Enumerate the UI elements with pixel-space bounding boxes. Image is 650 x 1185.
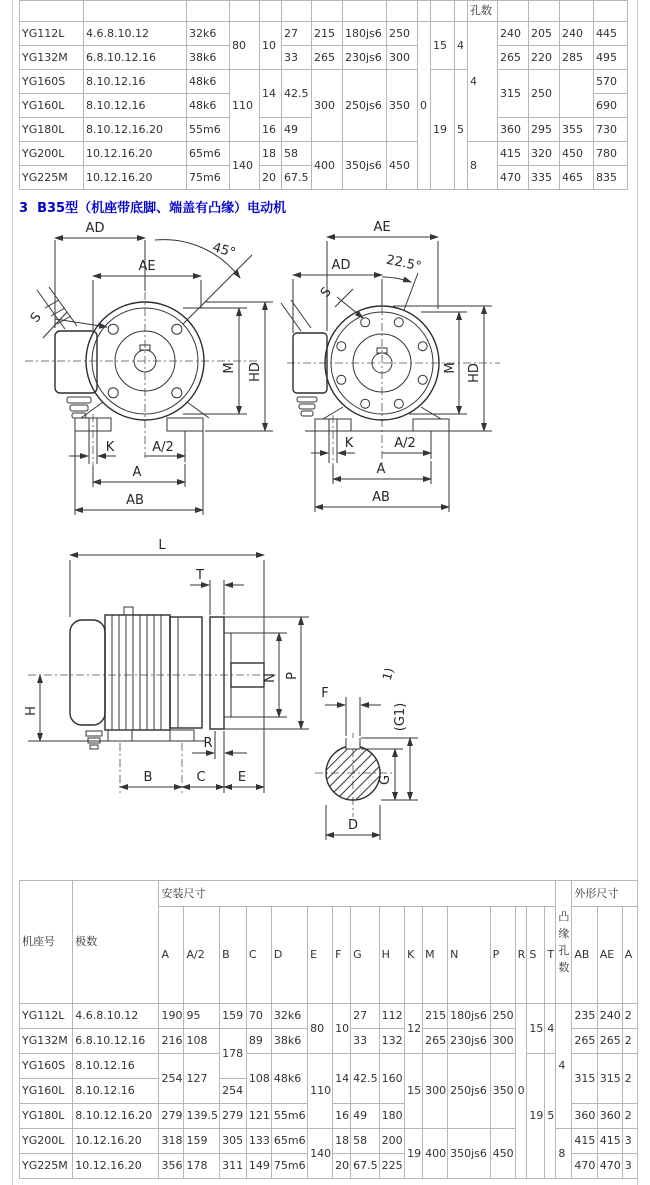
dim-label-s: S	[27, 309, 45, 326]
table-cell: 132	[379, 1029, 404, 1054]
table-cell: YG180L	[20, 118, 84, 142]
table-cell: A	[622, 907, 637, 1004]
table-cell: 350js6	[343, 142, 387, 190]
table-cell: 10.12.16.20	[73, 1129, 159, 1154]
table-cell	[84, 1, 187, 22]
table-cell	[230, 1, 260, 22]
table-cell: 5	[545, 1054, 556, 1179]
table-cell: 110	[308, 1054, 333, 1129]
table-cell	[260, 1, 282, 22]
table-cell: 4	[545, 1004, 556, 1054]
table-cell: 415	[572, 1129, 597, 1154]
table-cell: 10.12.16.20	[84, 142, 187, 166]
dim-label-a-half: A/2	[152, 440, 174, 455]
table-cell: 318	[159, 1129, 184, 1154]
dim-label-g: G	[378, 774, 393, 786]
table-cell	[187, 1, 230, 22]
table-cell: 730	[594, 118, 628, 142]
table-cell: 450	[490, 1129, 515, 1179]
table-cell: AE	[597, 907, 622, 1004]
table-cell: 48k6	[187, 70, 230, 94]
spec-table-top	[19, 0, 631, 192]
dim-label-a: A	[132, 465, 142, 480]
table-cell: 27	[351, 1004, 380, 1029]
table-cell: B	[220, 907, 247, 1004]
table-cell: 27	[282, 22, 312, 46]
table-cell: YG200L	[20, 142, 84, 166]
table-cell: 225	[379, 1154, 404, 1179]
table-cell: 75m6	[271, 1154, 307, 1179]
table-cell: 254	[159, 1054, 184, 1104]
table-cell: 8.10.12.16	[73, 1079, 159, 1104]
table-cell: 335	[529, 166, 560, 190]
table-cell: 285	[560, 46, 594, 70]
table-cell: 445	[594, 22, 628, 46]
table-cell: C	[246, 907, 271, 1004]
table-cell	[529, 1, 560, 22]
table-cell: 350js6	[448, 1129, 491, 1179]
table-cell: 20	[333, 1154, 351, 1179]
table-cell: 110	[230, 70, 260, 142]
dim-label-d: D	[347, 818, 359, 833]
table-cell: 机座号	[20, 881, 73, 1004]
table-cell	[387, 1, 418, 22]
table-cell: 8.10.12.16	[84, 70, 187, 94]
table-cell: YG112L	[20, 1004, 73, 1029]
table-cell: 400	[312, 142, 343, 190]
table-cell: 6.8.10.12.16	[73, 1029, 159, 1054]
table-cell: 320	[529, 142, 560, 166]
table-cell: 3	[622, 1154, 637, 1179]
table-cell: 495	[594, 46, 628, 70]
table-cell	[418, 1, 431, 22]
table-cell	[594, 1, 628, 22]
table-cell: 20	[260, 166, 282, 190]
table-cell: 55m6	[187, 118, 230, 142]
table-cell: 133	[246, 1129, 271, 1154]
table-cell: 300	[387, 46, 418, 70]
table-cell: 250	[387, 22, 418, 46]
table-cell: 205	[529, 22, 560, 46]
dim-label-ab: AB	[372, 490, 390, 505]
table-cell: 8	[468, 142, 498, 190]
table-cell: 470	[572, 1154, 597, 1179]
table-cell: 450	[387, 142, 418, 190]
table-cell: F	[333, 907, 351, 1004]
table-cell: 180js6	[343, 22, 387, 46]
table-cell	[312, 1, 343, 22]
dim-label-ad: AD	[85, 221, 105, 236]
table-cell	[20, 1, 84, 22]
table-cell: 108	[246, 1054, 271, 1104]
table-cell: YG225M	[20, 1154, 73, 1179]
table-cell: 250js6	[448, 1054, 491, 1129]
table-cell: 孔数	[468, 1, 498, 22]
table-cell: 265	[597, 1029, 622, 1054]
table-cell: 470	[597, 1154, 622, 1179]
table-cell: 4	[455, 22, 468, 70]
table-cell: 295	[529, 118, 560, 142]
table-cell: 2	[622, 1054, 637, 1104]
table-cell: YG200L	[20, 1129, 73, 1154]
dim-label-k: K	[105, 440, 115, 455]
table-cell: 250js6	[343, 70, 387, 142]
table-cell: YG180L	[20, 1104, 73, 1129]
table-cell: 265	[312, 46, 343, 70]
table-cell: 360	[597, 1104, 622, 1129]
table-cell: 0	[418, 22, 431, 190]
table-cell: A/2	[184, 907, 220, 1004]
table-cell: 300	[490, 1029, 515, 1054]
section-heading: 3 B35型（机座带底脚、端盖有凸缘）电动机	[19, 201, 287, 216]
table-cell: P	[490, 907, 515, 1004]
table-cell: 18	[333, 1129, 351, 1154]
table-cell: 350	[387, 70, 418, 142]
table-cell: 190	[159, 1004, 184, 1029]
table-cell: 外形尺寸	[572, 881, 638, 907]
table-cell: 254	[220, 1079, 247, 1104]
dim-label-m: M	[222, 362, 237, 374]
spec-table-bottom	[19, 880, 638, 1180]
table-cell: 凸缘孔数	[556, 881, 572, 1004]
table-cell	[560, 1, 594, 22]
table-cell: N	[448, 907, 491, 1004]
dim-label-g1: (G1)	[393, 702, 408, 732]
table-cell: 安装尺寸	[159, 881, 556, 907]
table-cell: YG160S	[20, 1054, 73, 1079]
table-cell: 300	[312, 70, 343, 142]
table-cell: R	[515, 907, 527, 1004]
table-cell: YG225M	[20, 166, 84, 190]
table-cell: M	[423, 907, 448, 1004]
table-cell: 315	[572, 1054, 597, 1104]
table-cell: 10	[333, 1004, 351, 1054]
table-cell: 80	[308, 1004, 333, 1054]
drawing-front-view-right	[285, 213, 585, 543]
table-cell	[343, 1, 387, 22]
table-cell: 19	[527, 1054, 545, 1179]
table-cell: 305	[220, 1129, 247, 1154]
table-cell: 240	[597, 1004, 622, 1029]
table-cell: 15	[431, 22, 455, 70]
table-cell: 95	[184, 1004, 220, 1029]
table-cell: 570	[594, 70, 628, 94]
table-cell	[431, 1, 455, 22]
table-cell: 58	[351, 1129, 380, 1154]
dim-label-45deg: 45°	[210, 240, 238, 262]
table-cell: 65m6	[271, 1129, 307, 1154]
table-cell: 33	[282, 46, 312, 70]
table-cell: 690	[594, 94, 628, 118]
table-cell: G	[351, 907, 380, 1004]
dim-label-b: B	[143, 770, 153, 785]
dim-label-n: N	[263, 673, 278, 683]
table-cell: 15	[405, 1054, 423, 1129]
drawing-front-view-left	[15, 216, 295, 540]
table-cell: 140	[308, 1129, 333, 1179]
table-cell: 55m6	[271, 1104, 307, 1129]
table-cell: 4.6.8.10.12	[84, 22, 187, 46]
dim-label-22-5deg: 22.5°	[384, 252, 423, 275]
dim-label-e: E	[237, 770, 247, 785]
table-cell: 38k6	[271, 1029, 307, 1054]
table-cell: 10	[260, 22, 282, 70]
table-cell: 159	[220, 1004, 247, 1029]
table-cell: 450	[560, 142, 594, 166]
dim-label-ae: AE	[373, 220, 391, 235]
table-cell: 70	[246, 1004, 271, 1029]
table-cell: 265	[423, 1029, 448, 1054]
table-cell: 48k6	[187, 94, 230, 118]
table-cell: K	[405, 907, 423, 1004]
table-cell: YG132M	[20, 46, 84, 70]
table-cell: 4	[468, 22, 498, 142]
table-cell: 12	[405, 1004, 423, 1054]
table-cell: 350	[490, 1054, 515, 1129]
table-cell: 10.12.16.20	[84, 166, 187, 190]
drawing-shaft-section	[295, 635, 485, 865]
table-cell: 178	[184, 1154, 220, 1179]
table-cell: 3	[622, 1129, 637, 1154]
table-cell: 75m6	[187, 166, 230, 190]
table-cell: 67.5	[351, 1154, 380, 1179]
table-cell	[498, 1, 529, 22]
table-cell: 265	[498, 46, 529, 70]
table-cell: 356	[159, 1154, 184, 1179]
table-cell: 108	[184, 1029, 220, 1054]
dim-label-r: R	[203, 736, 213, 751]
table-cell: 19	[431, 70, 455, 190]
table-cell: 15	[527, 1004, 545, 1054]
table-cell: 19	[405, 1129, 423, 1179]
table-cell: 18	[260, 142, 282, 166]
table-cell: 140	[230, 142, 260, 190]
table-cell: 240	[498, 22, 529, 46]
table-cell: 6.8.10.12.16	[84, 46, 187, 70]
table-cell: H	[379, 907, 404, 1004]
page-left-border	[12, 0, 13, 1185]
table-cell: 10.12.16.20	[73, 1154, 159, 1179]
table-cell: 180	[379, 1104, 404, 1129]
dim-label-a: A	[376, 462, 386, 477]
table-cell: E	[308, 907, 333, 1004]
dim-label-m: M	[443, 362, 458, 374]
table-cell: 8.10.12.16	[73, 1054, 159, 1079]
table-cell: 215	[312, 22, 343, 46]
drawing-side-view	[20, 535, 330, 825]
table-cell: 2	[622, 1029, 637, 1054]
dim-label-s: S	[317, 284, 335, 301]
table-cell: T	[545, 907, 556, 1004]
table-cell: 8	[556, 1129, 572, 1179]
table-cell: YG160L	[20, 94, 84, 118]
table-cell: 178	[220, 1029, 247, 1079]
table-cell: YG160S	[20, 70, 84, 94]
dim-label-h: H	[24, 706, 39, 716]
table-cell: 240	[560, 22, 594, 46]
dim-label-c: C	[196, 770, 206, 785]
table-cell: YG132M	[20, 1029, 73, 1054]
table-cell: 4	[556, 1004, 572, 1129]
table-cell: 355	[560, 118, 594, 142]
table-cell	[560, 70, 594, 118]
table-cell: 33	[351, 1029, 380, 1054]
table-cell: 80	[230, 22, 260, 70]
table-cell: 42.5	[351, 1054, 380, 1104]
table-cell: 极数	[73, 881, 159, 1004]
table-cell: 360	[572, 1104, 597, 1129]
dim-label-k: K	[344, 436, 354, 451]
table-cell: 250	[529, 70, 560, 118]
table-cell: 230js6	[343, 46, 387, 70]
table-cell: 48k6	[271, 1054, 307, 1104]
table-cell: 200	[379, 1129, 404, 1154]
dim-label-ad: AD	[331, 258, 351, 273]
table-cell: 235	[572, 1004, 597, 1029]
table-cell: 279	[159, 1104, 184, 1129]
dim-label-ab: AB	[126, 493, 144, 508]
table-cell: 16	[260, 118, 282, 142]
table-cell: 32k6	[187, 22, 230, 46]
table-cell: 149	[246, 1154, 271, 1179]
dim-label-hd: HD	[248, 362, 263, 382]
table-cell: 67.5	[282, 166, 312, 190]
table-cell: 49	[282, 118, 312, 142]
dim-label-l: L	[158, 538, 166, 553]
table-cell: 8.10.12.16.20	[84, 118, 187, 142]
table-cell: 180js6	[448, 1004, 491, 1029]
table-cell: 360	[498, 118, 529, 142]
table-cell: 127	[184, 1054, 220, 1104]
table-cell: 139.5	[184, 1104, 220, 1129]
table-cell: 250	[490, 1004, 515, 1029]
table-cell: 311	[220, 1154, 247, 1179]
table-cell: 215	[423, 1004, 448, 1029]
table-cell: 32k6	[271, 1004, 307, 1029]
table-cell: 300	[423, 1054, 448, 1129]
table-cell: AB	[572, 907, 597, 1004]
table-cell: 835	[594, 166, 628, 190]
table-cell: 315	[498, 70, 529, 118]
table-cell: S	[527, 907, 545, 1004]
table-cell: 465	[560, 166, 594, 190]
footnote-marker: 1)	[379, 666, 397, 682]
table-cell: 14	[260, 70, 282, 118]
dim-label-f: F	[321, 686, 329, 701]
table-cell: 38k6	[187, 46, 230, 70]
table-cell: 89	[246, 1029, 271, 1054]
table-cell: A	[159, 907, 184, 1004]
table-cell: 470	[498, 166, 529, 190]
table-cell: 4.6.8.10.12	[73, 1004, 159, 1029]
table-cell: 42.5	[282, 70, 312, 118]
table-cell: YG160L	[20, 1079, 73, 1104]
table-cell: 2	[622, 1004, 637, 1029]
table-cell: 159	[184, 1129, 220, 1154]
dim-label-a-half: A/2	[394, 436, 416, 451]
table-cell	[455, 1, 468, 22]
table-cell: 230js6	[448, 1029, 491, 1054]
table-cell: YG112L	[20, 22, 84, 46]
table-cell: 14	[333, 1054, 351, 1104]
table-cell: 8.10.12.16.20	[73, 1104, 159, 1129]
table-cell: 400	[423, 1129, 448, 1179]
table-cell: 49	[351, 1104, 380, 1129]
table-cell: 58	[282, 142, 312, 166]
dim-label-t: T	[196, 568, 204, 583]
table-cell: 5	[455, 70, 468, 190]
table-cell: D	[271, 907, 307, 1004]
table-cell: 780	[594, 142, 628, 166]
table-cell	[282, 1, 312, 22]
table-cell: 121	[246, 1104, 271, 1129]
table-cell: 265	[572, 1029, 597, 1054]
table-cell: 112	[379, 1004, 404, 1029]
table-cell: 2	[622, 1104, 637, 1129]
table-cell: 279	[220, 1104, 247, 1129]
table-cell: 16	[333, 1104, 351, 1129]
table-cell: 415	[597, 1129, 622, 1154]
table-cell: 415	[498, 142, 529, 166]
dim-label-p: P	[285, 672, 300, 680]
table-cell: 160	[379, 1054, 404, 1104]
dim-label-hd: HD	[467, 363, 482, 383]
table-cell: 0	[515, 1004, 527, 1179]
dim-label-ae: AE	[138, 259, 156, 274]
table-cell: 8.10.12.16	[84, 94, 187, 118]
table-cell: 216	[159, 1029, 184, 1054]
table-cell: 315	[597, 1054, 622, 1104]
table-cell: 65m6	[187, 142, 230, 166]
table-cell: 220	[529, 46, 560, 70]
